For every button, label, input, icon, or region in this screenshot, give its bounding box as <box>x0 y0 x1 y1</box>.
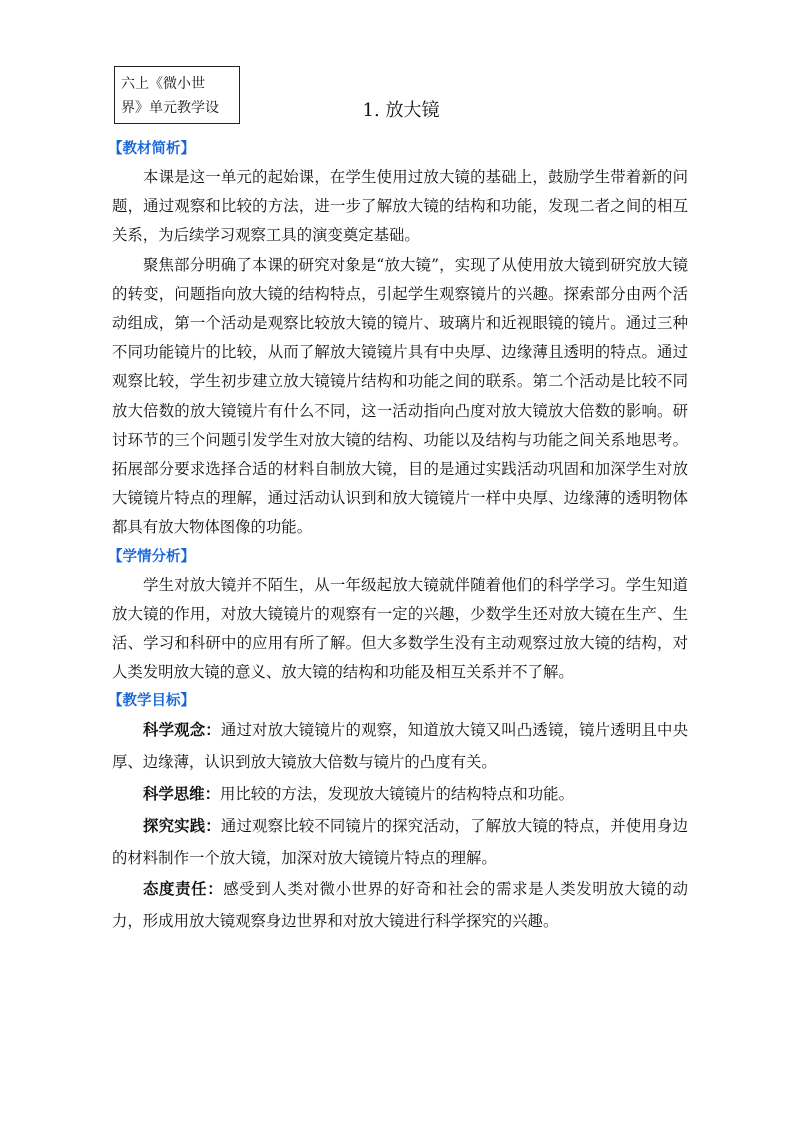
goal-item <box>112 811 688 875</box>
goal-label: 探究实践： <box>143 816 221 835</box>
goal-text: 感受到人类对微小世界的好奇和社会的需求是人类发明放大镜的动力，形成用放大镜观察身边世界和对放大镜进行科学探究的兴趣。 <box>112 880 688 931</box>
section-heading-goals: 【教学目标】 <box>108 693 195 710</box>
goal-text: 用比较的方法，发现放大镜镜片的结构特点和功能。 <box>219 785 574 804</box>
section-heading-students: 【学情分析】 <box>108 548 195 565</box>
textbook-paragraph-1: 本课是这一单元的起始课，在学生使用过放大镜的基础上，鼓励学生带着新的问题，通过观察和比较的方法，进一步了解放大镜的结构和功能，发现二者之间的相互关系，为后续学习观察工具的演变奠定基础。 <box>112 168 688 245</box>
goal-item <box>112 779 688 811</box>
document-body <box>108 135 688 938</box>
lesson-title: 1. 放大镜 <box>362 100 440 121</box>
students-paragraph-1: 学生对放大镜并不陌生，从一年级起放大镜就伴随着他们的科学学习。学生知道放大镜的作用，对放大镜镜片的观察有一定的兴趣，少数学生还对放大镜在生产、生活、学习和科研中的应用有所了解。但大多数学生没有主动观察过放大镜的结构，对人类发明放大镜的意义、放大镜的结构和功能及相互关系并不了解。 <box>112 575 688 682</box>
textbook-paragraph-2: 聚焦部分明确了本课的研究对象是“放大镜”，实现了从使用放大镜到研究放大镜的转变，问题指向放大镜的结构特点，引起学生观察镜片的兴趣。探索部分由两个活动组成，第一个活动是观察比较放大镜的镜片、玻璃片和近视眼镜的镜片。通过三种不同功能镜片的比较，从而了解放大镜镜片具有中央厚、边缘薄且透明的特点。通过观察比较，学生初步建立放大镜镜片结构和功能之间的联系。第二个活动是比较不同放大倍数的放大镜镜片有什么不同，这一活动指向凸度对放大镜放大倍数的影响。研讨环节的三个问题引发学生对放大镜的结构、功能以及结构与功能之间关系地思考。拓展部分要求选择合适的材料自制放大镜，目的是通过实践活动巩固和加深学生对放大镜镜片特点的理解，通过活动认识到和放大镜镜片一样中央厚、边缘薄的透明物体都具有放大物体图像的功能。 <box>112 255 688 537</box>
goal-label: 科学观念： <box>143 721 221 740</box>
unit-label-line-1: 六上《微小世 <box>121 76 205 92</box>
goal-item <box>112 874 688 938</box>
goal-label: 科学思维： <box>143 785 220 804</box>
goal-text: 通过对放大镜镜片的观察，知道放大镜又叫凸透镜，镜片透明且中央厚、边缘薄，认识到放大镜放大倍数与镜片的凸度有关。 <box>112 721 688 772</box>
unit-label-line-2: 界》单元教学设 <box>121 100 219 116</box>
section-heading-textbook: 【教材简析】 <box>108 141 195 157</box>
goal-item <box>112 715 688 779</box>
goal-label: 态度责任： <box>143 880 224 899</box>
goal-text: 通过观察比较不同镜片的探究活动，了解放大镜的特点，并使用身边的材料制作一个放大镜，加深对放大镜镜片特点的理解。 <box>112 816 688 867</box>
